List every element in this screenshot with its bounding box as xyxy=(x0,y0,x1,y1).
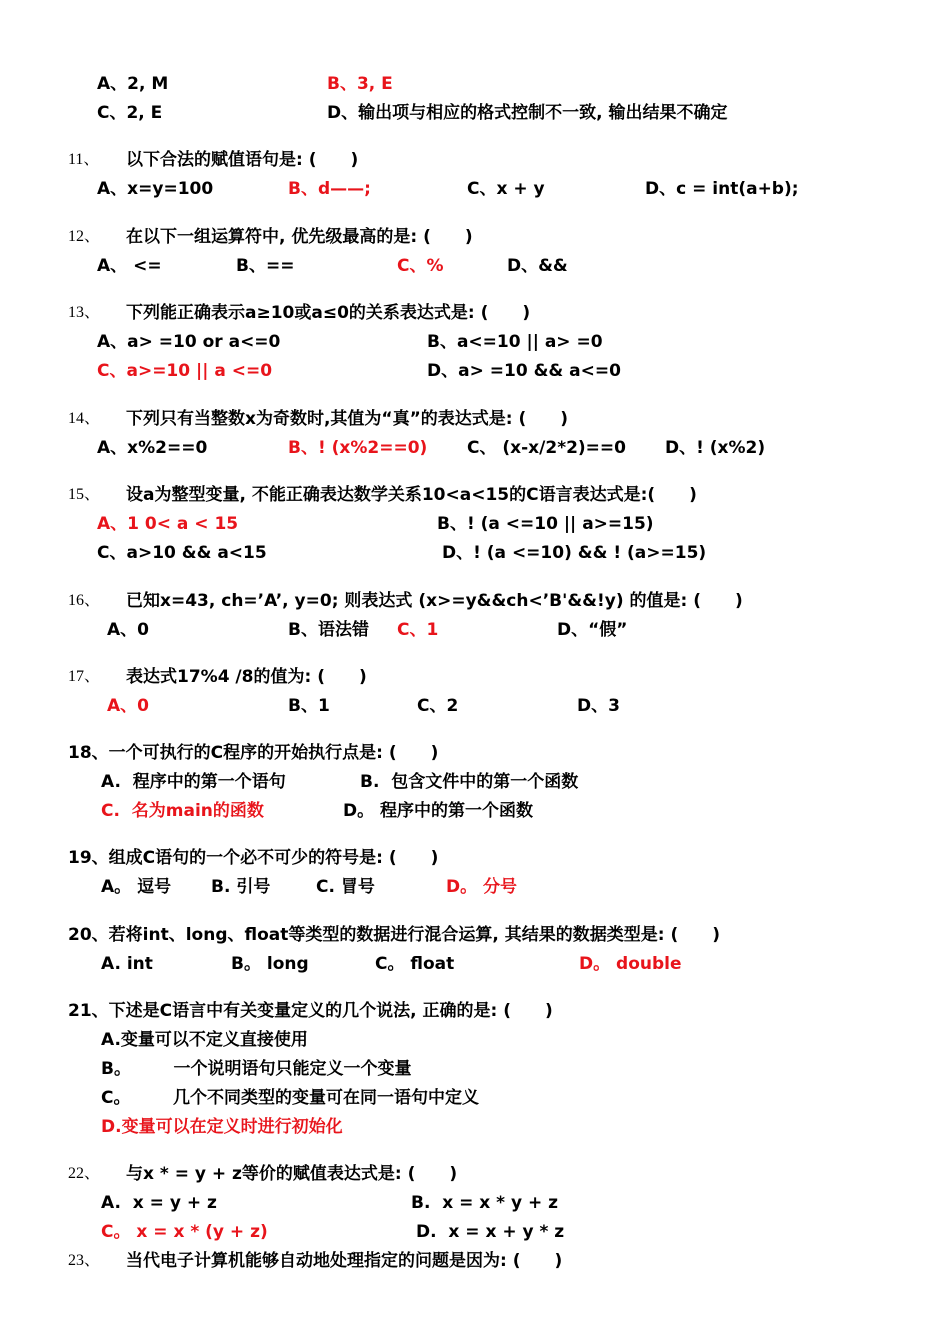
question-text-line: A、a> =10 or a<=0 xyxy=(97,332,281,352)
answer-option-text: D。 分号 xyxy=(446,877,518,897)
question-text-line: B、== xyxy=(236,256,295,276)
question-text-line: B. x = x * y + z xyxy=(411,1193,559,1213)
question-text-line: 表达式17%4 /8的值为: ( ) xyxy=(126,667,367,687)
question-text-line: B。 long xyxy=(231,954,309,974)
question-text-line: D、! (x%2) xyxy=(665,438,766,458)
question-number: 17、 xyxy=(68,668,101,685)
question-number: 11、 xyxy=(68,151,100,168)
question-text-line: A、x=y=100 xyxy=(97,179,214,199)
question-number: 15、 xyxy=(68,486,101,503)
question-text-line: A。 逗号 xyxy=(101,877,172,897)
question-text-line: 下列能正确表示a≥10或a≤0的关系表达式是: ( ) xyxy=(126,303,531,323)
question-number: 16、 xyxy=(68,592,101,609)
question-text-line: A、x%2==0 xyxy=(97,438,208,458)
question-text-line: D. x = x + y * z xyxy=(416,1222,565,1242)
question-text-line: A. x = y + z xyxy=(101,1193,217,1213)
question-text-line: A、 <= xyxy=(97,256,162,276)
question-text-line: C、2, E xyxy=(97,103,163,123)
question-text-line: C、a>10 && a<15 xyxy=(97,543,267,563)
question-number: 12、 xyxy=(68,228,101,245)
question-text-line: B. 包含文件中的第一个函数 xyxy=(360,772,579,792)
answer-option-text: A、0 xyxy=(107,696,149,716)
question-text-line: D、输出项与相应的格式控制不一致, 输出结果不确定 xyxy=(327,103,728,123)
answer-option-text: B、! (x%2==0) xyxy=(288,438,428,458)
question-text-line: 已知x=43, ch=’A’, y=0; 则表达式 (x>=y&&ch<’B'&&!y) 的值是: ( ) xyxy=(126,591,743,611)
question-text-line: B。 一个说明语句只能定义一个变量 xyxy=(101,1059,412,1079)
question-text-line: 19、组成C语句的一个必不可少的符号是: ( ) xyxy=(68,848,439,868)
question-text-line: D。 程序中的第一个函数 xyxy=(343,801,534,821)
question-text-line: A. int xyxy=(101,954,153,974)
question-number: 13、 xyxy=(68,304,101,321)
question-text-line: C。 float xyxy=(375,954,455,974)
question-number: 14、 xyxy=(68,410,101,427)
question-text-line: D、a> =10 && a<=0 xyxy=(427,361,621,381)
question-number: 22、 xyxy=(68,1165,101,1182)
answer-option-text: D.变量可以在定义时进行初始化 xyxy=(101,1117,343,1137)
question-text-line: B、语法错 xyxy=(288,620,369,640)
question-text-line: C. 冒号 xyxy=(316,877,375,897)
question-text-line: B、! (a <=10 || a>=15) xyxy=(437,514,654,534)
answer-option-text: B、3, E xyxy=(327,74,393,94)
question-number: 23、 xyxy=(68,1252,101,1269)
answer-option-text: C、% xyxy=(397,256,444,276)
question-text-line: D、c = int(a+b); xyxy=(645,179,799,199)
question-text-line: B、a<=10 || a> =0 xyxy=(427,332,603,352)
question-text-line: D、&& xyxy=(507,256,568,276)
question-text-line: B、1 xyxy=(288,696,330,716)
question-text-line: D、! (a <=10) && ! (a>=15) xyxy=(442,543,707,563)
answer-option-text: C、a>=10 || a <=0 xyxy=(97,361,273,381)
question-text-line: 21、下述是C语言中有关变量定义的几个说法, 正确的是: ( ) xyxy=(68,1001,553,1021)
answer-option-text: D。 double xyxy=(579,954,682,974)
question-text-line: 当代电子计算机能够自动地处理指定的问题是因为: ( ) xyxy=(126,1251,563,1271)
answer-option-text: B、d——; xyxy=(288,179,371,199)
question-text-line: A、2, M xyxy=(97,74,169,94)
question-text-line: D、“假” xyxy=(557,620,628,640)
question-text-line: C、x + y xyxy=(467,179,545,199)
question-text-line: A.变量可以不定义直接使用 xyxy=(101,1030,308,1050)
answer-option-text: C. 名为main的函数 xyxy=(101,801,264,821)
question-text-line: C、2 xyxy=(417,696,459,716)
question-text-line: 下列只有当整数x为奇数时,其值为“真”的表达式是: ( ) xyxy=(126,409,569,429)
question-text-line: 在以下一组运算符中, 优先级最高的是: ( ) xyxy=(126,227,473,247)
question-text-line: 20、若将int、long、float等类型的数据进行混合运算, 其结果的数据类型是: ( ) xyxy=(68,925,721,945)
question-text-line: 与x * = y + z等价的赋值表达式是: ( ) xyxy=(126,1164,458,1184)
answer-option-text: C、1 xyxy=(397,620,439,640)
question-text-line: D、3 xyxy=(577,696,620,716)
question-text-line: 18、一个可执行的C程序的开始执行点是: ( ) xyxy=(68,743,439,763)
question-text-line: A、0 xyxy=(107,620,149,640)
question-text-line: 设a为整型变量, 不能正确表达数学关系10<a<15的C语言表达式是:( ) xyxy=(126,485,697,505)
answer-option-text: A、1 0< a < 15 xyxy=(97,514,239,534)
question-text-line: 以下合法的赋值语句是: ( ) xyxy=(126,150,359,170)
answer-option-text: C。 x = x * (y + z) xyxy=(101,1222,268,1242)
question-text-line: C。 几个不同类型的变量可在同一语句中定义 xyxy=(101,1088,479,1108)
question-text-line: C、 (x-x/2*2)==0 xyxy=(467,438,626,458)
question-text-line: A. 程序中的第一个语句 xyxy=(101,772,286,792)
question-text-line: B. 引号 xyxy=(211,877,271,897)
